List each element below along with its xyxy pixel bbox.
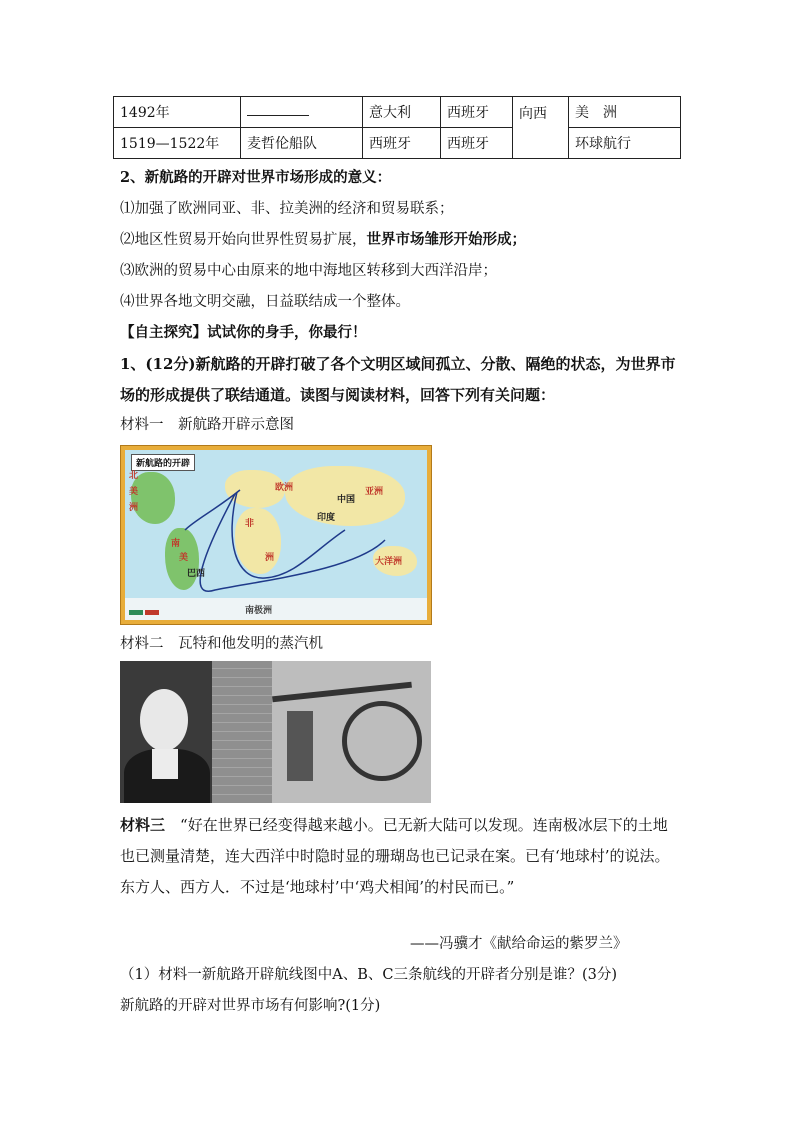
material3-block bbox=[120, 810, 676, 903]
legend-swatch-green bbox=[129, 610, 143, 615]
material3-source: ——冯骥才《献给命运的紫罗兰》 bbox=[410, 936, 628, 952]
table-cell-year: 1519—1522年 bbox=[114, 128, 241, 159]
table-cell-name: 麦哲伦船队 bbox=[241, 128, 363, 159]
route-magellan bbox=[200, 494, 385, 591]
significance-item-2-text: ⑵地区性贸易开始向世界性贸易扩展， bbox=[120, 232, 367, 248]
steam-engine-image bbox=[212, 661, 431, 803]
table-cell-country: 西班牙 bbox=[363, 128, 441, 159]
table-row bbox=[114, 128, 681, 159]
table-cell-year: 1492年 bbox=[114, 97, 241, 128]
new-routes-map bbox=[120, 445, 432, 625]
table-cell-sponsor: 西班牙 bbox=[441, 97, 513, 128]
engine-beam bbox=[272, 682, 412, 703]
map-label-india: 印度 bbox=[317, 513, 336, 523]
explore-heading: 【自主探究】试试你的身手，你最行！ bbox=[120, 324, 367, 341]
map-label-africa-2: 洲 bbox=[265, 553, 275, 563]
table-cell-destination: 美 洲 bbox=[569, 97, 681, 128]
question1-line1: （1）材料一新航路开辟航线图中A、B、C三条航线的开辟者分别是谁？(3分) bbox=[120, 967, 617, 983]
answer-blank bbox=[247, 105, 309, 116]
map-label-oceania: 大洋洲 bbox=[375, 557, 403, 567]
significance-item-3: ⑶欧洲的贸易中心由原来的地中海地区转移到大西洋沿岸； bbox=[120, 263, 497, 279]
question-intro: 1、(12分)新航路的开辟打破了各个文明区域间孤立、分散、隔绝的状态，为世界市场的形成提供了联结通道。读图与阅读材料，回答下列有关问题： bbox=[120, 355, 676, 404]
significance-item-2 bbox=[120, 230, 526, 250]
map-label-north-2: 美 bbox=[129, 487, 139, 497]
significance-item-4: ⑷世界各地文明交融，日益联结成一个整体。 bbox=[120, 294, 410, 310]
map-title: 新航路的开辟 bbox=[131, 454, 195, 471]
table-cell-sponsor: 西班牙 bbox=[441, 128, 513, 159]
portrait-collar bbox=[152, 749, 178, 779]
voyage-table bbox=[113, 96, 681, 159]
map-label-europe: 欧洲 bbox=[275, 483, 294, 493]
map-label-brazil: 巴西 bbox=[187, 569, 206, 579]
table-cell-blank bbox=[241, 97, 363, 128]
map-label-north-3: 洲 bbox=[129, 503, 139, 513]
legend-swatch-red bbox=[145, 610, 159, 615]
map-label-asia: 亚洲 bbox=[365, 487, 384, 497]
significance-item-2-bold: 世界市场雏形开始形成； bbox=[366, 231, 526, 248]
map-label-china: 中国 bbox=[337, 495, 356, 505]
map-label-north-1: 北 bbox=[129, 471, 139, 481]
table-cell-direction: 向西 bbox=[513, 97, 569, 159]
question1-line2: 新航路的开辟对世界市场有何影响?(1分) bbox=[120, 998, 381, 1014]
table-row bbox=[114, 97, 681, 128]
route-lines bbox=[125, 450, 427, 620]
route-da-gama bbox=[232, 492, 345, 578]
engine-flywheel bbox=[342, 701, 422, 781]
map-label-south-1: 南 bbox=[171, 539, 181, 549]
map-legend bbox=[129, 609, 161, 616]
material3-label: 材料三 bbox=[120, 816, 166, 834]
material3-quote: “好在世界已经变得越来越小。已无新大陆可以发现。连南极冰层下的土地也已测量清楚，连大西洋中时隐时显的珊瑚岛也已记录在案。已有‘地球村’的说法。东方人、西方人．不过是‘地球村’中‘鸡犬相闻’的村民而已。” bbox=[120, 816, 670, 896]
table-cell-destination: 环球航行 bbox=[569, 128, 681, 159]
watt-steam-engine-photo bbox=[120, 661, 431, 803]
map-label-south-2: 美 bbox=[179, 553, 189, 563]
map-ocean bbox=[125, 450, 427, 620]
material2-label: 材料二 瓦特和他发明的蒸汽机 bbox=[120, 636, 323, 652]
significance-heading: 2、新航路的开辟对世界市场形成的意义： bbox=[120, 169, 392, 186]
material1-label: 材料一 新航路开辟示意图 bbox=[120, 417, 294, 433]
brick-wall bbox=[212, 661, 272, 803]
table-cell-country: 意大利 bbox=[363, 97, 441, 128]
map-label-africa-1: 非 bbox=[245, 519, 255, 529]
portrait-face bbox=[140, 689, 188, 751]
map-label-antarctica: 南极洲 bbox=[245, 606, 273, 616]
significance-item-1: ⑴加强了欧洲同亚、非、拉美洲的经济和贸易联系； bbox=[120, 201, 454, 217]
engine-cylinder bbox=[287, 711, 313, 781]
watt-portrait bbox=[120, 661, 212, 803]
